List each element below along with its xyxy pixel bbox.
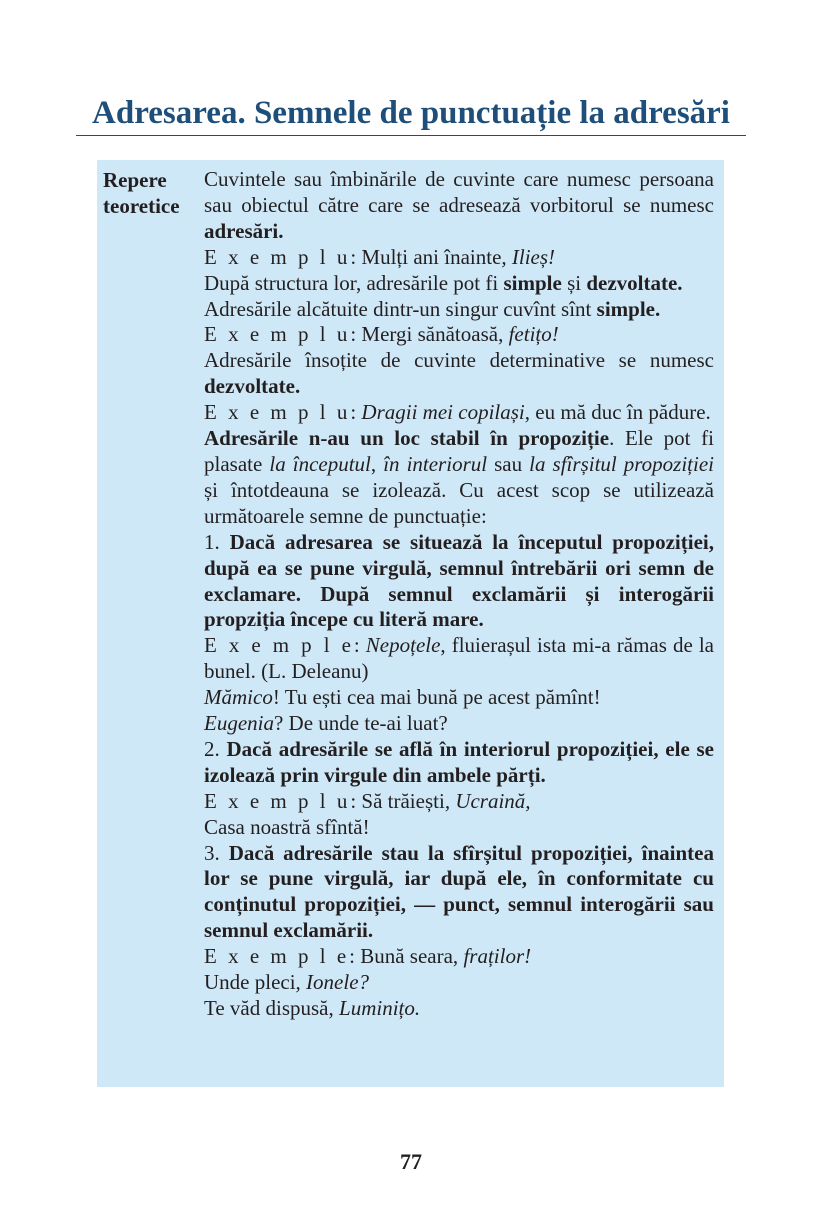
example-line bbox=[204, 322, 714, 348]
rule-bold: Adresările n-au un loc stabil în propoziție bbox=[204, 426, 610, 451]
text-span: , bbox=[370, 451, 384, 476]
example-line bbox=[204, 789, 714, 815]
text-span: Cuvintele sau îmbinările de cuvinte care numesc persoana sau obiectul către care se adresează vorbitorul se numesc bbox=[204, 167, 714, 217]
rule-2 bbox=[204, 737, 714, 789]
position-italic: la începutul bbox=[269, 451, 371, 476]
text-span: ? De unde te-ai luat? bbox=[273, 711, 448, 736]
example-line bbox=[204, 970, 714, 996]
text-span: : bbox=[350, 400, 362, 425]
text-span: Adresările însoțite de cuvinte determinative se numesc bbox=[204, 348, 714, 373]
position-paragraph bbox=[204, 426, 714, 530]
address-italic: Nepoțele bbox=[365, 633, 441, 658]
text-span: sau bbox=[487, 451, 530, 476]
example-line bbox=[204, 944, 714, 970]
position-italic: în interiorul bbox=[383, 451, 488, 476]
address-italic: fraților! bbox=[463, 944, 532, 969]
text-span: , fluierașul ista mi-a rămas de la bunel. (L. Deleanu) bbox=[204, 633, 714, 684]
text-span: : Bună seara, bbox=[349, 944, 464, 969]
simple-definition bbox=[204, 297, 714, 323]
rule-3 bbox=[204, 841, 714, 945]
title-underline bbox=[76, 135, 746, 136]
text-span: Adresările alcătuite dintr-un singur cuvînt sînt bbox=[204, 296, 597, 321]
developed-definition bbox=[204, 348, 714, 400]
address-italic: Mămico bbox=[204, 685, 273, 710]
example-line bbox=[204, 996, 714, 1022]
example-label: E x e m p l u bbox=[204, 322, 351, 347]
address-italic: Luminițo. bbox=[339, 996, 421, 1020]
address-italic: Dragii mei copilași bbox=[361, 400, 525, 425]
address-italic: , Ucraină, bbox=[444, 788, 531, 813]
term-bold: simple. bbox=[596, 296, 661, 321]
example-label: E x e m p l u bbox=[204, 788, 351, 813]
term-bold: simple bbox=[503, 270, 562, 295]
rule-bold: Dacă adresările se află în interiorul propoziției, ele se izolează prin virgule din ambele părți. bbox=[204, 736, 714, 787]
rule-number: 3. bbox=[204, 840, 229, 865]
example-line bbox=[204, 815, 714, 841]
example-label: E x e m p l e bbox=[204, 944, 350, 969]
example-line bbox=[204, 633, 714, 685]
text-span: , eu mă duc în pădure. bbox=[524, 400, 711, 425]
text-span: : Mergi sănătoasă, bbox=[350, 322, 509, 347]
example-label: E x e m p l u bbox=[204, 400, 351, 425]
structure-paragraph bbox=[204, 271, 714, 297]
page-title: Adresarea. Semnele de punctuație la adresări bbox=[92, 95, 730, 131]
example-line bbox=[204, 245, 714, 271]
example-label: E x e m p l u bbox=[204, 244, 351, 269]
text-span: Casa noastră sfîntă! bbox=[204, 814, 370, 839]
text-span: După structura lor, adresările pot fi bbox=[204, 270, 504, 295]
term-bold: dezvoltate. bbox=[204, 374, 301, 399]
term-bold: dezvoltate. bbox=[586, 270, 683, 295]
text-span: Te văd dispusă, bbox=[204, 996, 340, 1020]
example-line bbox=[204, 400, 714, 426]
text-span: Unde pleci bbox=[204, 970, 296, 995]
label-line-2: teoretice bbox=[103, 194, 180, 218]
rule-number: 2. bbox=[204, 736, 227, 761]
example-line bbox=[204, 711, 714, 737]
address-italic: , Ilieș! bbox=[501, 244, 556, 269]
theory-box bbox=[97, 160, 724, 1087]
address-italic: fetițo! bbox=[508, 322, 559, 347]
definition-paragraph bbox=[204, 167, 714, 245]
example-line bbox=[204, 685, 714, 711]
theory-content bbox=[204, 167, 714, 1022]
text-span: : Să trăiești bbox=[350, 788, 445, 813]
text-span: și bbox=[561, 270, 587, 295]
rule-bold: Dacă adresarea se situează la începutul propoziției, după ea se pune virgulă, semnul întrebării ori semn de exclamare. După semnul exclamării și interogării propziția începe cu literă mare. bbox=[204, 529, 714, 632]
rule-number: 1. bbox=[204, 529, 230, 554]
rule-1 bbox=[204, 530, 714, 634]
text-span: ! Tu ești cea mai bună pe acest pămînt! bbox=[272, 685, 601, 710]
theory-label bbox=[103, 167, 199, 219]
text-span: și întotdeauna se izolează. Cu acest scop se utilizează următoarele semne de punctuație: bbox=[204, 477, 714, 528]
position-italic: la sfîrșitul propoziției bbox=[529, 451, 715, 476]
text-span: : bbox=[353, 633, 366, 658]
rule-bold: Dacă adresările stau la sfîrșitul propoziției, înaintea lor se pune virgulă, iar după ele, în conformitate cu conținutul propoziției, — punct, semnul interogării sau semnul exclamării. bbox=[204, 840, 714, 943]
text-span: . Ele pot fi plasate bbox=[204, 426, 714, 476]
term-bold: adresări. bbox=[204, 218, 284, 243]
label-line-1: Repere bbox=[103, 168, 167, 192]
address-italic: , Ionele? bbox=[295, 970, 370, 995]
page-number: 77 bbox=[400, 1149, 422, 1174]
text-span: : Mulți ani înainte bbox=[350, 244, 502, 269]
address-italic: Eugenia bbox=[204, 711, 274, 736]
example-label: E x e m p l e bbox=[204, 633, 354, 658]
